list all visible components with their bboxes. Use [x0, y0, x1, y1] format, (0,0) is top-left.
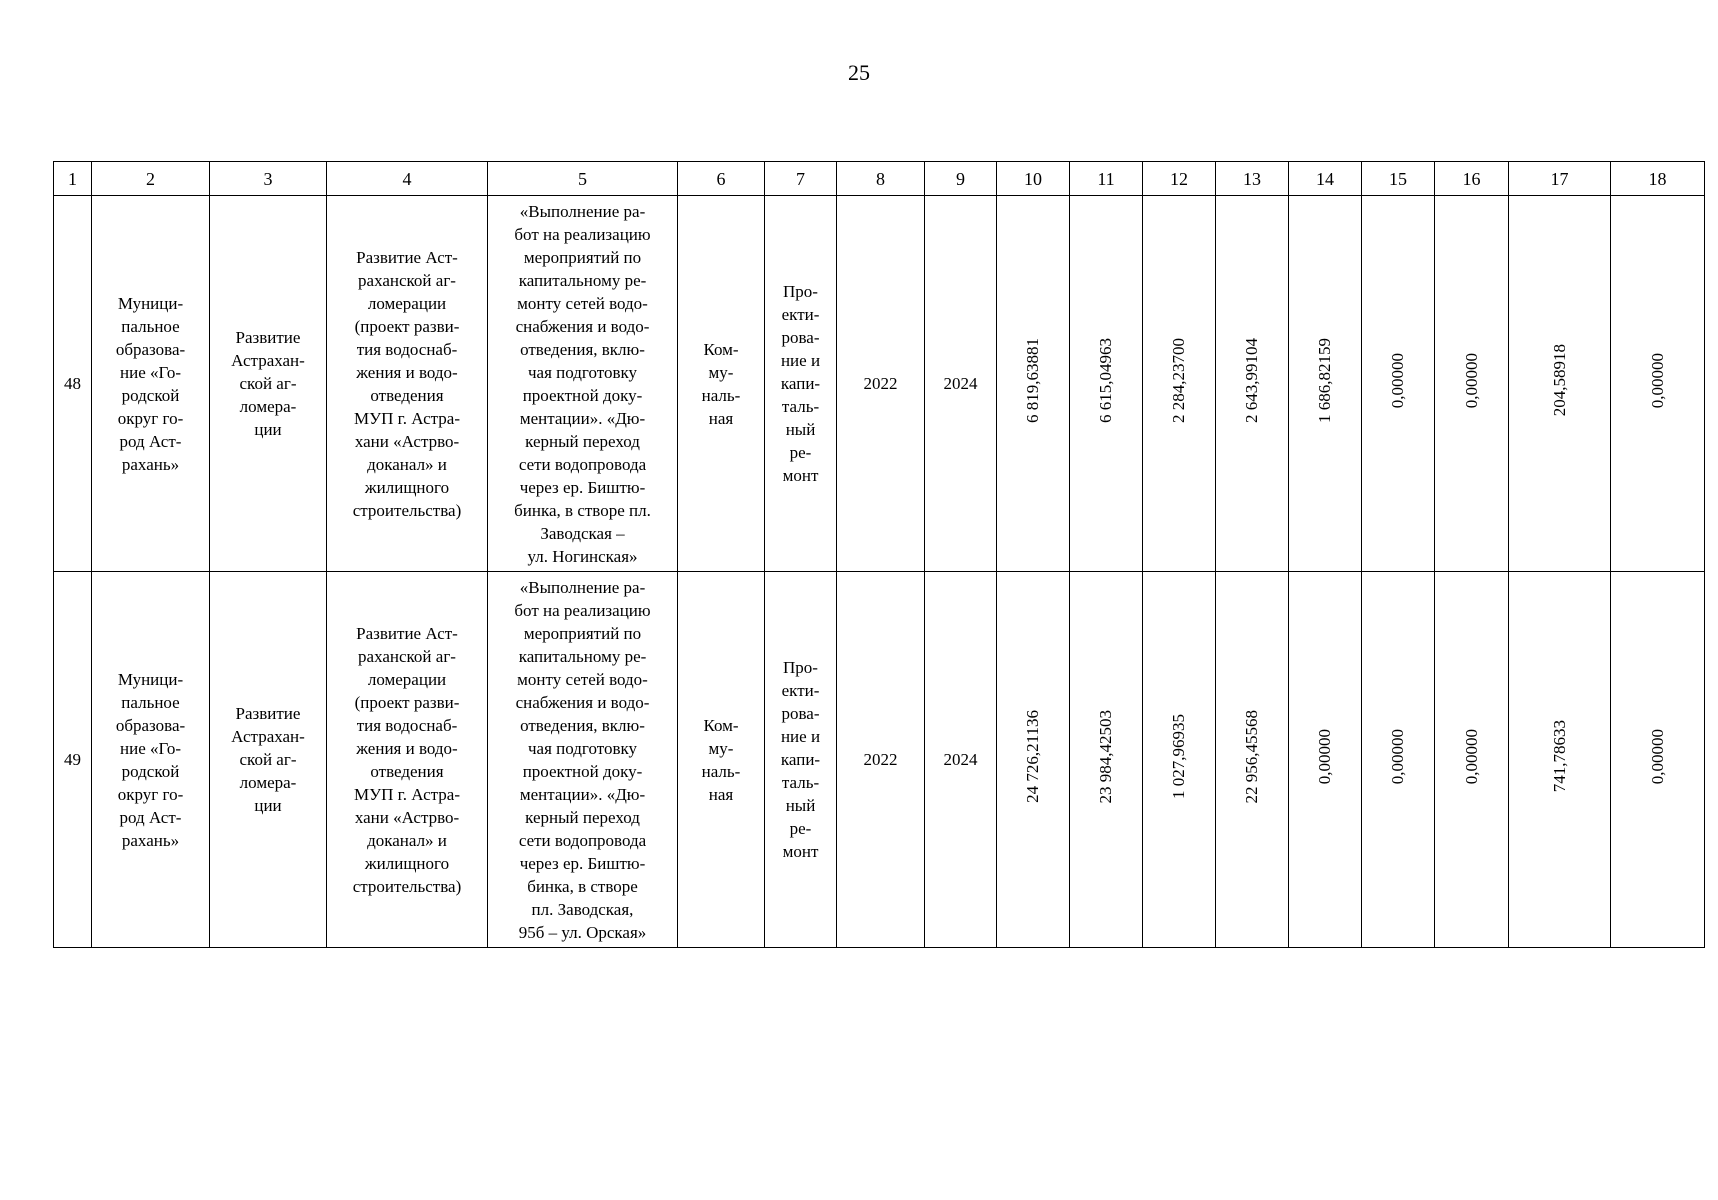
value-text: 0,00000 [1647, 728, 1667, 785]
value-cell-18 [1611, 196, 1705, 572]
column-number-cell: 17 [1509, 162, 1611, 196]
value-cell-13 [1216, 572, 1289, 948]
value-cell-12 [1143, 572, 1216, 948]
column-number-cell: 8 [837, 162, 925, 196]
value-text: 0,00000 [1461, 352, 1481, 409]
value-cell-16 [1435, 572, 1509, 948]
value-cell-15 [1362, 196, 1435, 572]
value-text: 6 615,04963 [1096, 338, 1115, 423]
column-number-cell: 9 [925, 162, 997, 196]
column-number-cell: 7 [765, 162, 837, 196]
value-text: 2 643,99104 [1242, 338, 1261, 423]
column-number-cell: 1 [54, 162, 92, 196]
work-type-cell: Про- екти- рова- ние и капи- таль- ный ре- монт [765, 196, 837, 572]
value-cell-18 [1611, 572, 1705, 948]
project-cell: Развитие Аст- раханской аг- ломерации (проект разви- тия водоснаб- жения и водо- отведения МУП г. Астра- хани «Астрво- доканал» и жилищного строительства) [327, 196, 488, 572]
column-number-cell: 5 [488, 162, 678, 196]
value-text: 0,00000 [1388, 728, 1407, 785]
value-cell-16 [1435, 196, 1509, 572]
column-number-cell: 15 [1362, 162, 1435, 196]
value-text: 22 956,45568 [1242, 709, 1261, 804]
table-row [54, 572, 1705, 948]
column-number-row [54, 162, 1705, 196]
value-text: 0,00000 [1461, 728, 1481, 785]
column-number-cell: 4 [327, 162, 488, 196]
value-cell-15 [1362, 572, 1435, 948]
column-number-cell: 16 [1435, 162, 1509, 196]
value-cell-13 [1216, 196, 1289, 572]
column-number-cell: 6 [678, 162, 765, 196]
value-text: 741,78633 [1549, 720, 1569, 793]
program-cell: Развитие Астрахан- ской аг- ломера- ции [210, 196, 327, 572]
column-number-cell: 11 [1070, 162, 1143, 196]
year-end-cell: 2024 [925, 572, 997, 948]
value-cell-10 [997, 196, 1070, 572]
value-cell-14 [1289, 196, 1362, 572]
table-row [54, 196, 1705, 572]
value-cell-11 [1070, 196, 1143, 572]
year-start-cell: 2022 [837, 572, 925, 948]
municipality-cell: Муници- пальное образова- ние «Го- родской округ го- род Аст- рахань» [92, 196, 210, 572]
year-end-cell: 2024 [925, 196, 997, 572]
value-cell-14 [1289, 572, 1362, 948]
column-number-cell: 2 [92, 162, 210, 196]
event-cell: «Выполнение ра- бот на реализацию мероприятий по капитальному ре- монту сетей водо- снабжения и водо- отведения, вклю- чая подготовку проектной доку- ментации». «Дю- керный переход сети водопровода через ер. Биштю- бинка, в створе пл. Заводская, 95б – ул. Орская» [488, 572, 678, 948]
value-cell-10 [997, 572, 1070, 948]
ownership-cell: Ком- му- наль- ная [678, 196, 765, 572]
value-cell-12 [1143, 196, 1216, 572]
row-number: 49 [54, 572, 92, 948]
value-text: 204,58918 [1549, 344, 1569, 417]
program-cell: Развитие Астрахан- ской аг- ломера- ции [210, 572, 327, 948]
year-start-cell: 2022 [837, 196, 925, 572]
value-text: 23 984,42503 [1096, 709, 1115, 804]
value-text: 0,00000 [1388, 352, 1407, 409]
row-number: 48 [54, 196, 92, 572]
event-cell: «Выполнение ра- бот на реализацию мероприятий по капитальному ре- монту сетей водо- снабжения и водо- отведения, вклю- чая подготовку проектной доку- ментации». «Дю- керный переход сети водопровода через ер. Биштю- бинка, в створе пл. Заводская – ул. Ногинская» [488, 196, 678, 572]
column-number-cell: 10 [997, 162, 1070, 196]
value-text: 2 284,23700 [1169, 338, 1188, 423]
value-text: 6 819,63881 [1023, 338, 1042, 423]
municipality-cell: Муници- пальное образова- ние «Го- родской округ го- род Аст- рахань» [92, 572, 210, 948]
work-type-cell: Про- екти- рова- ние и капи- таль- ный ре- монт [765, 572, 837, 948]
column-number-cell: 12 [1143, 162, 1216, 196]
value-text: 24 726,21136 [1023, 710, 1042, 803]
value-text: 1 686,82159 [1315, 338, 1334, 423]
ownership-cell: Ком- му- наль- ная [678, 572, 765, 948]
column-number-cell: 18 [1611, 162, 1705, 196]
column-number-cell: 3 [210, 162, 327, 196]
value-cell-17 [1509, 572, 1611, 948]
investment-table [53, 161, 1705, 948]
column-number-cell: 14 [1289, 162, 1362, 196]
value-cell-11 [1070, 572, 1143, 948]
column-number-cell: 13 [1216, 162, 1289, 196]
value-text: 0,00000 [1647, 352, 1667, 409]
value-cell-17 [1509, 196, 1611, 572]
value-text: 1 027,96935 [1169, 714, 1188, 799]
project-cell: Развитие Аст- раханской аг- ломерации (проект разви- тия водоснаб- жения и водо- отведения МУП г. Астра- хани «Астрво- доканал» и жилищного строительства) [327, 572, 488, 948]
value-text: 0,00000 [1315, 728, 1334, 785]
page-number: 25 [848, 60, 870, 85]
